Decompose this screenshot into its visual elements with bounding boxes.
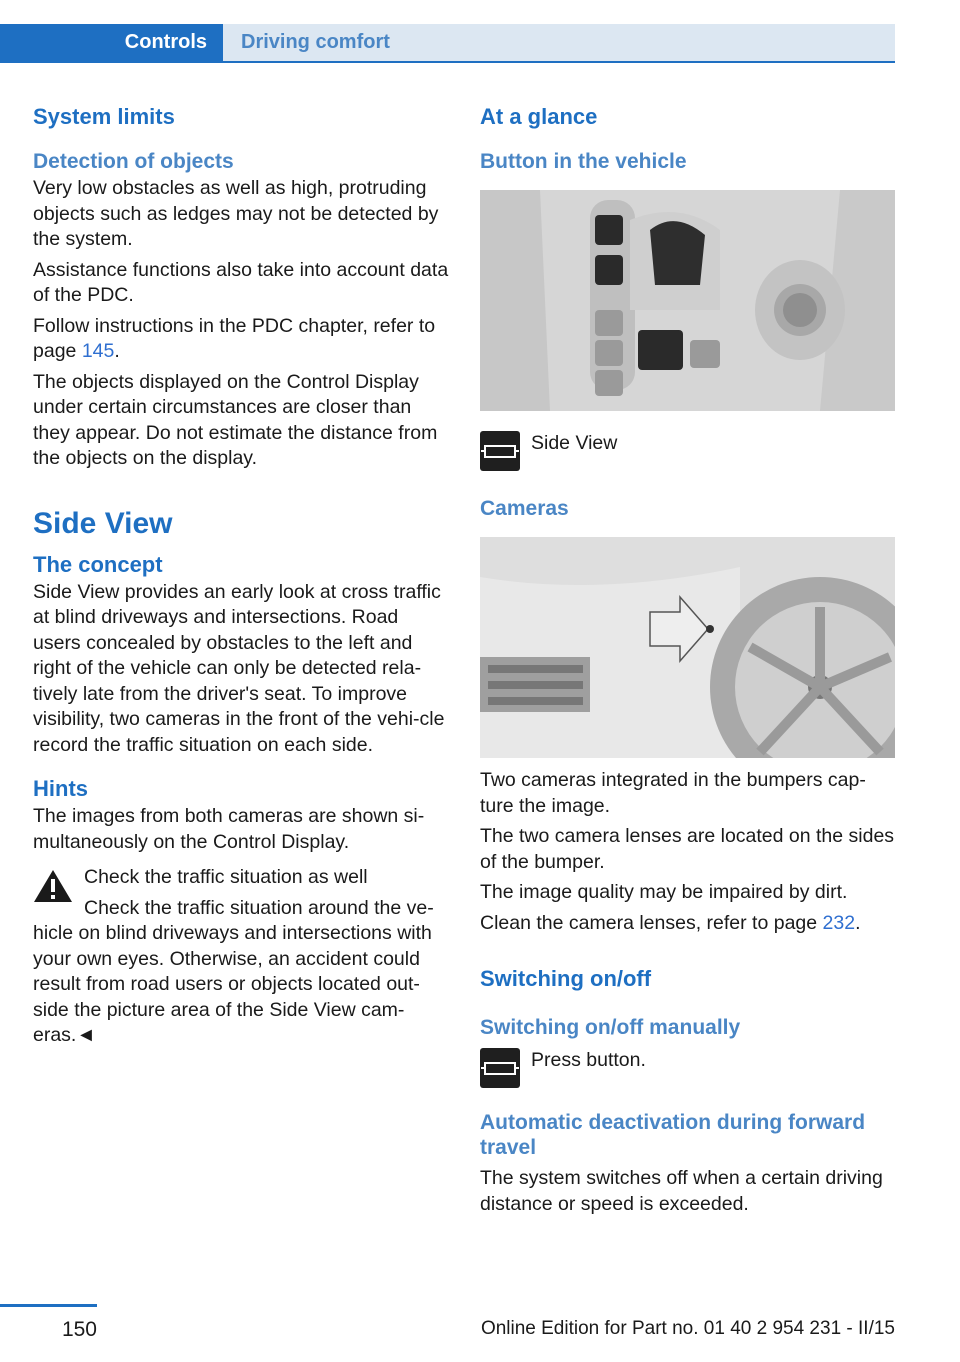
side-view-chapter-title: Side View [33,506,173,540]
cameras-p4-period: . [855,911,861,934]
warning-block [33,865,451,891]
header-divider [0,61,895,63]
tab-driving-comfort[interactable]: Driving comfort [223,24,895,62]
right-column [480,100,896,1217]
cameras-paragraph-1: Two cameras integrated in the bumpers cap-ture the image. [480,769,866,817]
detection-paragraph-2: Assistance functions also take into account data of the PDC. [33,258,449,306]
hints-paragraph: The images from both cameras are shown si-multaneously on the Control Display. [33,805,425,853]
footer-divider [0,1304,97,1307]
cameras-paragraph-3: The image quality may be impaired by dirt. [480,881,848,903]
hints-heading: Hints [33,776,88,801]
page-link-232[interactable]: 232 [822,911,856,934]
cameras-p4-text: Clean the camera lenses, refer to page [480,911,823,934]
cameras-paragraph-2: The two camera lenses are located on the sides of the bumper. [480,825,895,873]
concept-heading: The concept [33,551,163,577]
automatic-deactivation-paragraph: The system switches off when a certain driving distance or speed is exceeded. [480,1167,883,1215]
cameras-paragraph-4 [480,911,896,937]
side-view-caption-text: Side View [531,432,618,454]
switching-heading: Switching on/off [480,966,652,991]
automatic-deactivation-heading: Automatic deactivation during forward travel [480,1111,866,1159]
edition-info: Online Edition for Part no. 01 40 2 954 231 - II/15 [480,1318,895,1339]
bumper-camera-illustration [480,537,895,758]
cameras-image [480,537,895,758]
concept-paragraph: Side View provides an early look at cross traffic at blind driveways and intersections. Road users concealed by obstacles to the left and right of the vehicle can only be detected rela-tively late from the driver's seat. To improve visibility, two cameras in the front of the vehi-cle record the traffic situation on each side. [33,580,445,756]
page-header [0,24,895,62]
left-column [33,100,451,1049]
page-link-145[interactable]: 145 [81,340,115,362]
side-view-button-caption [480,431,896,471]
press-button-text: Press button. [531,1049,646,1071]
side-view-button-icon [480,431,520,471]
tab-controls[interactable]: Controls [0,24,223,62]
warning-body [33,896,451,1049]
detection-p3-period: . [114,340,120,362]
system-limits-heading: System limits [33,104,175,129]
button-in-vehicle-heading: Button in the vehicle [480,150,687,173]
center-console-illustration [480,190,895,411]
detection-p3-text: Follow instructions in the PDC chapter, refer to page [33,314,436,362]
warning-title: Check the traffic situation as well [84,866,368,888]
cameras-heading: Cameras [480,497,569,520]
press-button-row [480,1048,896,1088]
warning-body-text: Check the traffic situation around the ve-hicle on blind driveways and intersections with your own eyes. Otherwise, an accident could result from road users or objects located out-side the picture area of the Side View cam-eras.◄ [33,896,434,1046]
side-view-button-icon-2 [480,1048,520,1088]
detection-paragraph-1: Very low obstacles as well as high, protruding objects such as ledges may not be detected by the system. [33,177,439,250]
at-a-glance-heading: At a glance [480,104,598,129]
detection-paragraph-3 [33,314,451,365]
manual-switching-heading: Switching on/off manually [480,1016,741,1039]
detection-heading: Detection of objects [33,150,234,173]
center-console-image [480,190,895,411]
warning-triangle-icon [33,869,73,903]
detection-paragraph-4: The objects displayed on the Control Display under certain circumstances are closer than they appear. Do not estimate the distance from the objects on the display. [33,370,438,469]
page-number: 150 [61,1318,97,1341]
